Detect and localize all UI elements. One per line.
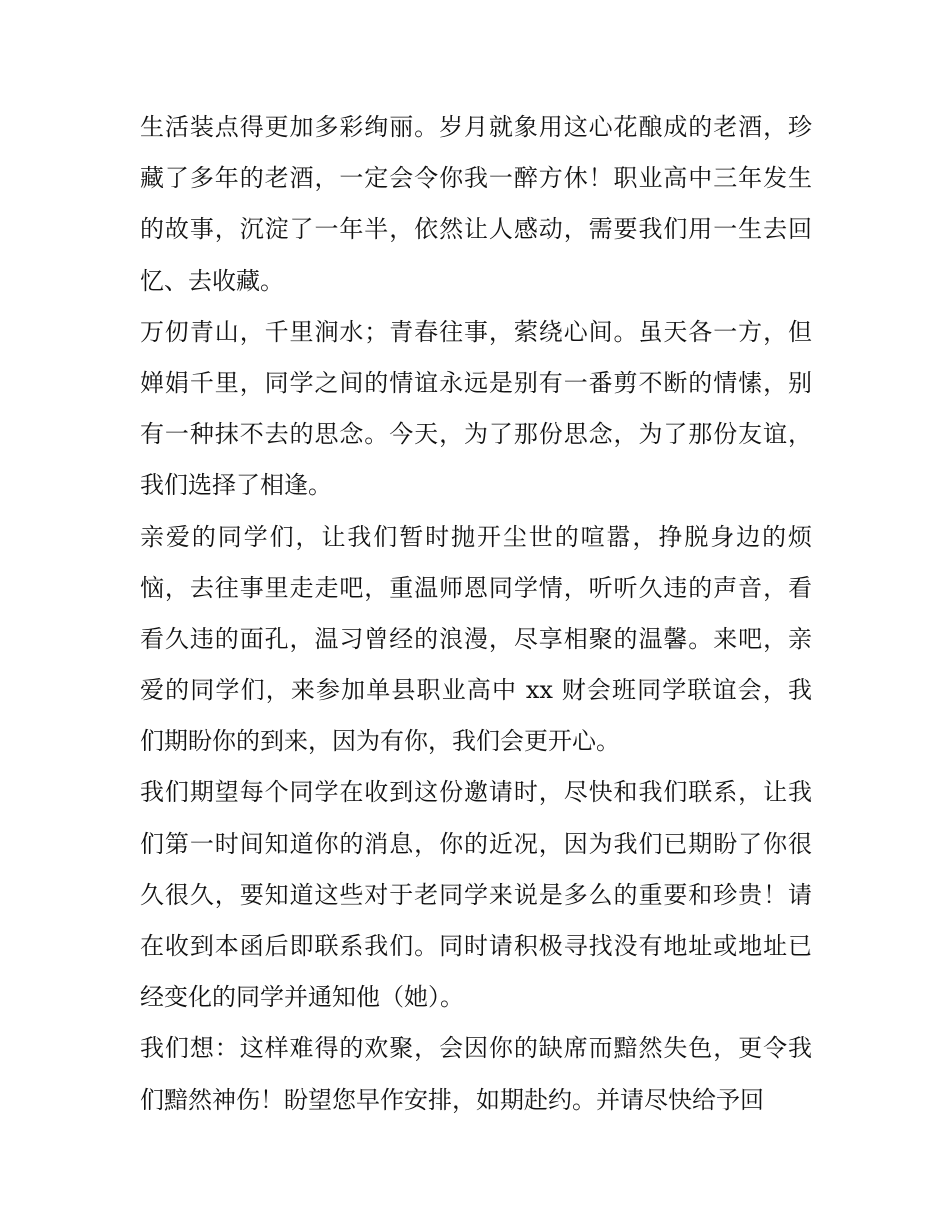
text-line: 的故事，沉淀了一年半，依然让人感动，需要我们用一生去回 [140,215,812,244]
text-line: 们期盼你的到来，因为有你，我们会更开心。 [140,727,620,756]
text-line: 看久违的面孔，温习曾经的浪漫，尽享相聚的温馨。来吧，亲 [140,624,812,653]
paragraph-5 [140,1023,812,1125]
paragraph-3 [140,512,812,768]
text-line: 藏了多年的老酒，一定会令你我一醉方休！职业高中三年发生 [140,164,812,193]
text-line: 万仞青山，千里涧水；青春往事，萦绕心间。虽天各一方，但 [140,317,812,346]
paragraph-4 [140,767,812,1023]
text-line: 婵娟千里，同学之间的情谊永远是别有一番剪不断的情愫，别 [140,368,812,397]
text-line: 恼，去往事里走走吧，重温师恩同学情，听听久违的声音，看 [140,573,812,602]
text-line: 们黯然神伤！盼望您早作安排，如期赴约。并请尽快给予回 [140,1085,764,1114]
text-line: 忆、去收藏。 [140,266,284,295]
text-line: 有一种抹不去的思念。今天，为了那份思念，为了那份友谊， [140,420,812,449]
text-line: 我们想：这样难得的欢聚，会因你的缺席而黯然失色，更令我 [140,1034,812,1063]
text-line: 我们选择了相逢。 [140,471,332,500]
text-line: 我们期望每个同学在收到这份邀请时，尽快和我们联系，让我 [140,778,812,807]
text-line: 们第一时间知道你的消息，你的近况，因为我们已期盼了你很 [140,829,812,858]
text-line: 生活装点得更加多彩绚丽。岁月就象用这心花酿成的老酒，珍 [140,113,812,141]
text-line: 亲爱的同学们，让我们暂时抛开尘世的喧嚣，挣脱身边的烦 [140,522,812,551]
text-line: 在收到本函后即联系我们。同时请积极寻找没有地址或地址已 [140,932,812,960]
text-line: 久很久，要知道这些对于老同学来说是多么的重要和珍贵！请 [140,880,812,909]
paragraph-1 [140,102,812,307]
paragraph-2 [140,307,812,512]
text-line: 经变化的同学并通知他（她）。 [140,983,464,1012]
text-line: 爱的同学们，来参加单县职业高中 xx 财会班同学联谊会，我 [140,676,812,705]
document-body [140,102,812,1126]
